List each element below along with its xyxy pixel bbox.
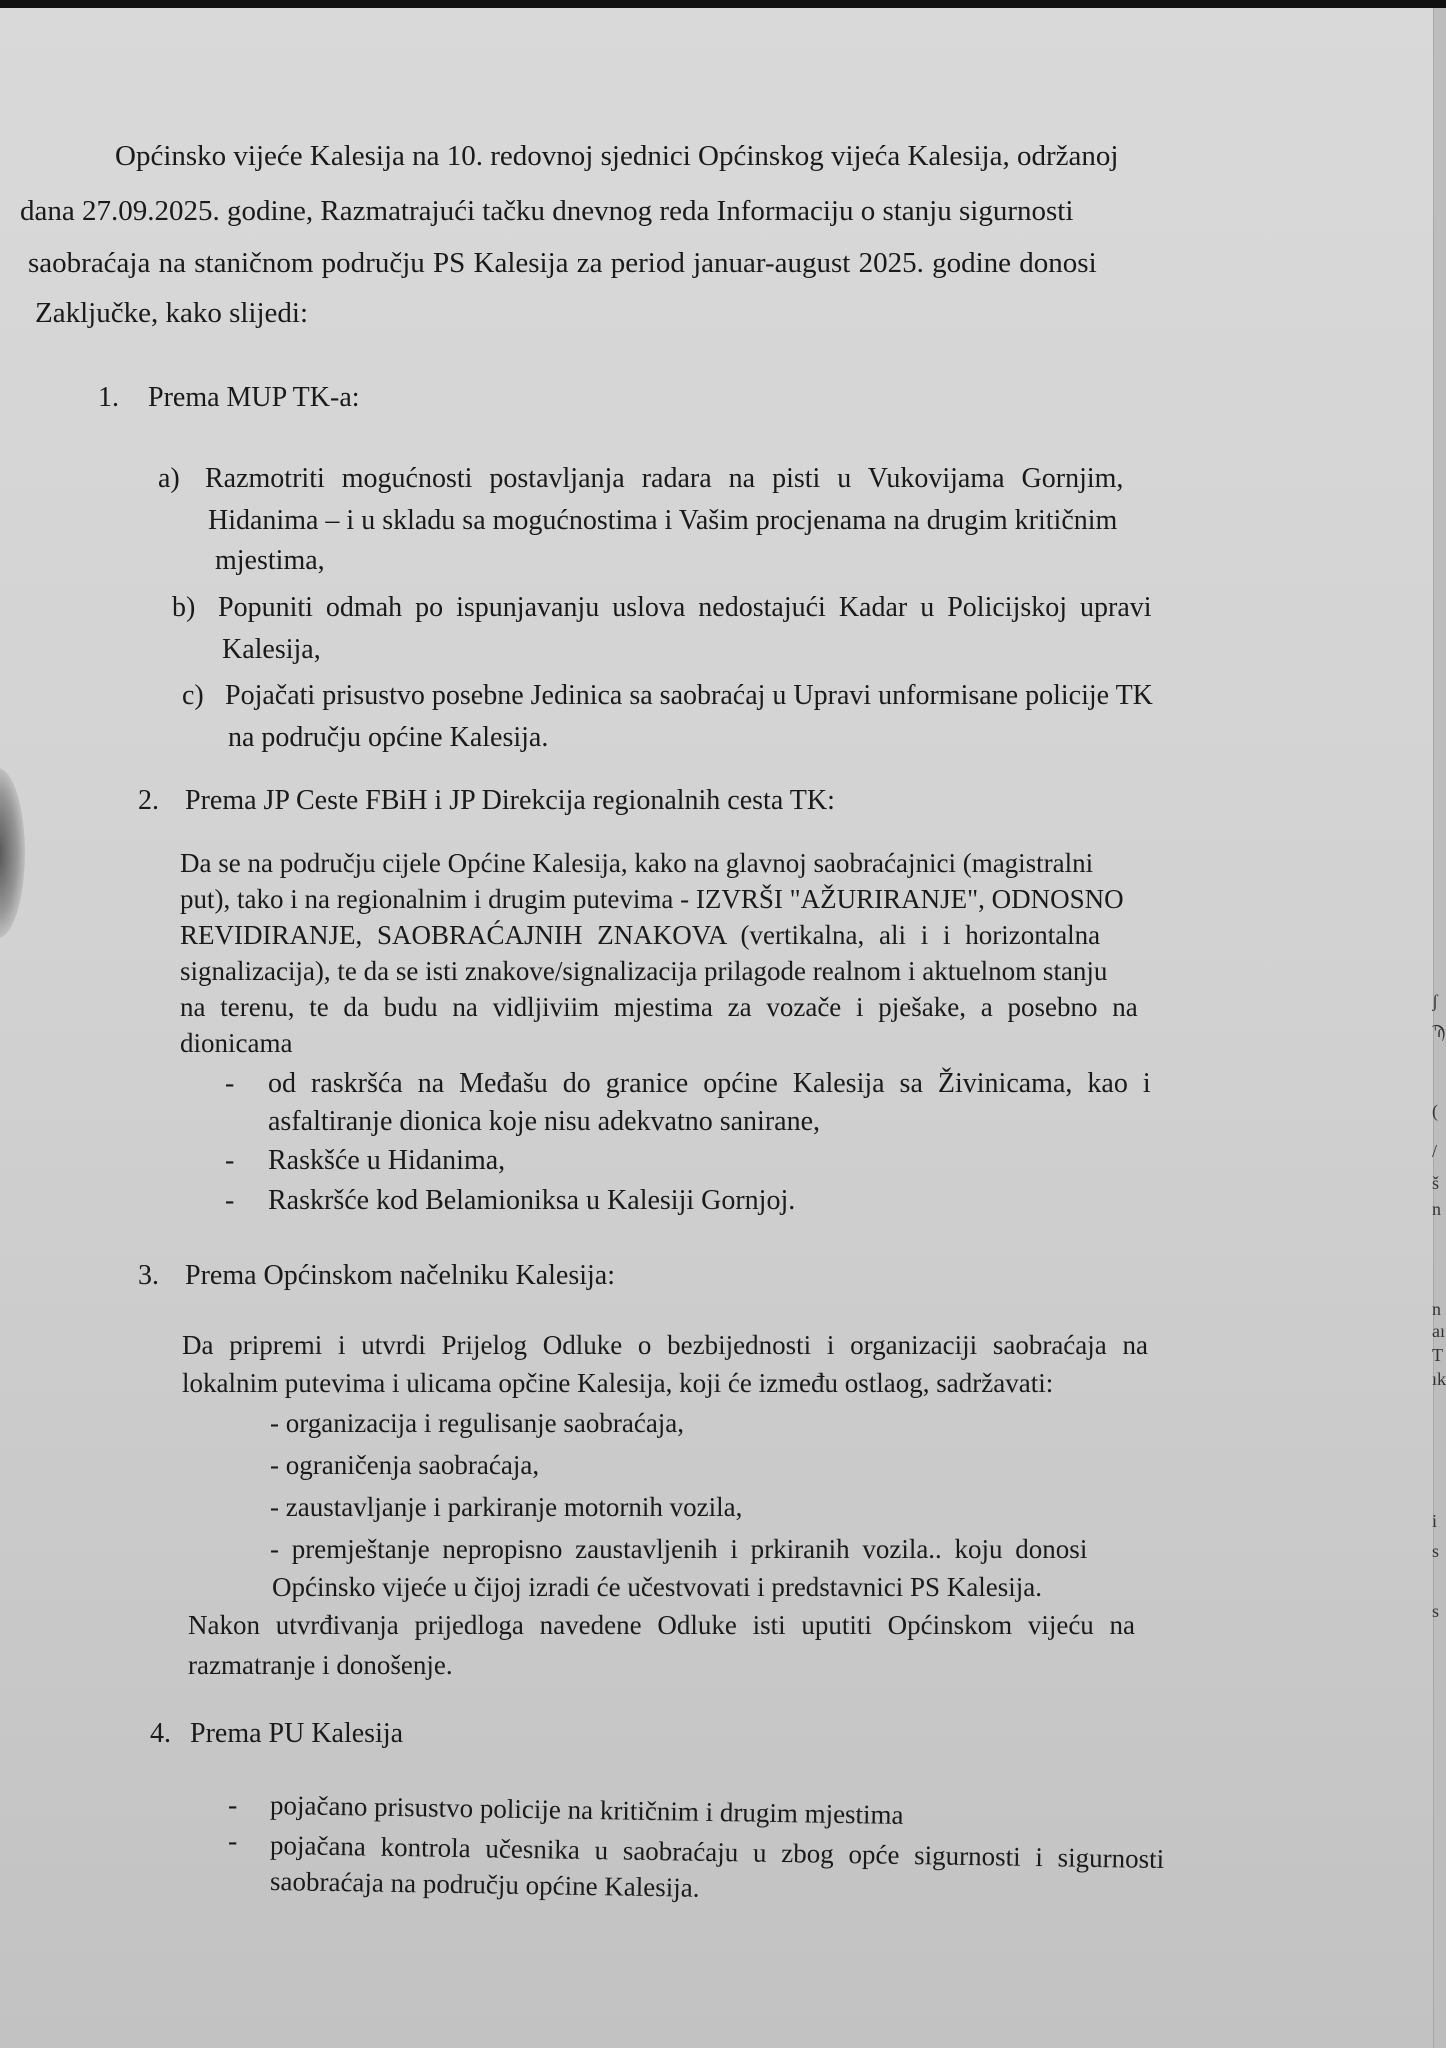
bullet-marker: -: [225, 1145, 235, 1176]
finger-shadow: [0, 768, 25, 938]
bullet-line: - ograničenja saobraćaja,: [270, 1450, 540, 1480]
closing-line: Nakon utvrđivanja prijedloga navedene Odluke isti uputiti Općinskom vijeću na: [188, 1610, 1136, 1640]
bullet-line: - organizacija i regulisanje saobraćaja,: [270, 1408, 685, 1438]
paragraph-line: Da se na području cijele Općine Kalesija, kako na glavnoj saobraćajnici (magistralni: [180, 848, 1094, 878]
edge-fragment: T: [1432, 1345, 1443, 1365]
continuation-line: Općinsko vijeće u čijoj izradi će učestvovati i predstavnici PS Kalesija.: [272, 1572, 1043, 1602]
edge-fragment: /: [1432, 1141, 1438, 1161]
section-heading: Prema MUP TK-a:: [148, 382, 360, 413]
item-line: Popuniti odmah po ispunjavanju uslova nedostajući Kadar u Policijskoj upravi: [218, 592, 1152, 623]
bullet-line: Raskršće kod Belamioniksa u Kalesiji Gornjoj.: [268, 1185, 796, 1216]
item-marker: b): [172, 592, 196, 623]
top-dark-strip: [0, 0, 1446, 8]
item-line: mjestima,: [215, 545, 325, 576]
edge-fragment: Ϡ: [1432, 1021, 1446, 1041]
item-line: Hidanima – i u skladu sa mogućnostima i Vašim procjenama na drugim kritičnim: [208, 505, 1118, 536]
intro-line: Zaključke, kako slijedi:: [35, 297, 309, 329]
item-line: Razmotriti mogućnosti postavljanja radara na pisti u Vukovijama Gornjim,: [205, 463, 1124, 494]
bullet-marker: -: [225, 1068, 235, 1099]
paragraph-line: na terenu, te da budu na vidljiviim mjestima za vozače i pješake, a posebno na: [180, 992, 1138, 1022]
bullet-marker: -: [228, 1790, 238, 1821]
paragraph-line: signalizacija), te da se isti znakove/signalizacija prilagode realnom i aktuelnom stanju: [180, 956, 1108, 986]
closing-line: razmatranje i donošenje.: [188, 1650, 453, 1680]
edge-fragment: (: [1432, 1101, 1438, 1121]
intro-line: Općinsko vijeće Kalesija na 10. redovnoj sjednici Općinskog vijeća Kalesija, održanoj: [115, 140, 1119, 172]
bullet-marker: -: [228, 1826, 238, 1857]
paragraph-line: Da pripremi i utvrdi Prijelog Odluke o bezbijednosti i organizaciji saobraćaja na: [182, 1330, 1148, 1360]
item-marker: a): [158, 463, 180, 494]
bullet-line: saobraćaja na području općine Kalesija.: [269, 1866, 700, 1903]
bullet-line: asfaltiranje dionica koje nisu adekvatno sanirane,: [268, 1106, 821, 1137]
edge-fragment: ık: [1432, 1369, 1446, 1389]
item-line: Pojačati prisustvo posebne Jedinica sa saobraćaj u Upravi unformisane policije TK: [225, 680, 1153, 711]
item-line: Kalesija,: [222, 634, 321, 665]
section-heading: Prema PU Kalesija: [190, 1718, 404, 1749]
paragraph-line: REVIDIRANJE, SAOBRAĆAJNIH ZNAKOVA (vertikalna, ali i i horizontalna: [180, 920, 1101, 950]
bullet-line: - premještanje nepropisno zaustavljenih i prkiranih vozila.. koju donosi: [270, 1534, 1088, 1564]
paragraph-line: put), tako i na regionalnim i drugim putevima - IZVRŠI "AŽURIRANJE", ODNOSNO: [180, 884, 1124, 914]
bullet-line: od raskršća na Međašu do granice općine Kalesija sa Živinicama, kao i: [268, 1068, 1151, 1099]
bullet-line: Raskšće u Hidanima,: [268, 1145, 506, 1176]
paragraph-line: lokalnim putevima i ulicama opčine Kalesija, koji će između ostlaog, sadržavati:: [182, 1368, 1054, 1398]
item-marker: c): [182, 680, 204, 711]
section-heading: Prema JP Ceste FBiH i JP Direkcija regionalnih cesta TK:: [185, 785, 835, 816]
edge-fragment: s: [1432, 1541, 1440, 1561]
intro-line: saobraćaja na staničnom području PS Kalesija za period januar-august 2025. godine donosi: [28, 247, 1097, 279]
edge-fragment: i: [1432, 1511, 1438, 1531]
paragraph-line: dionicama: [180, 1028, 293, 1058]
section-number: 3.: [138, 1260, 159, 1291]
section-heading: Prema Općinskom načelniku Kalesija:: [185, 1260, 615, 1291]
bullet-line: - zaustavljanje i parkiranje motornih vozila,: [270, 1492, 743, 1522]
bullet-marker: -: [225, 1185, 235, 1216]
bullet-line: pojačano prisustvo policije na kritičnim i drugim mjestima: [269, 1790, 904, 1830]
edge-fragment: s: [1432, 1601, 1440, 1621]
section-number: 1.: [98, 382, 119, 413]
intro-line: dana 27.09.2025. godine, Razmatrajući tačku dnevnog reda Informaciju o stanju sigurnosti: [20, 195, 1074, 227]
edge-fragment: ʃ: [1432, 991, 1438, 1011]
edge-fragment: aı: [1432, 1321, 1445, 1341]
section-number: 2.: [138, 785, 159, 816]
edge-fragment: n: [1432, 1199, 1441, 1219]
edge-fragment: n: [1432, 1299, 1441, 1319]
bullet-line: pojačana kontrola učesnika u saobraćaju u zbog opće sigurnosti i sigurnosti: [269, 1830, 1165, 1875]
section-number: 4.: [150, 1718, 171, 1749]
item-line: na području općine Kalesija.: [228, 722, 549, 753]
edge-fragment: š: [1432, 1173, 1440, 1193]
